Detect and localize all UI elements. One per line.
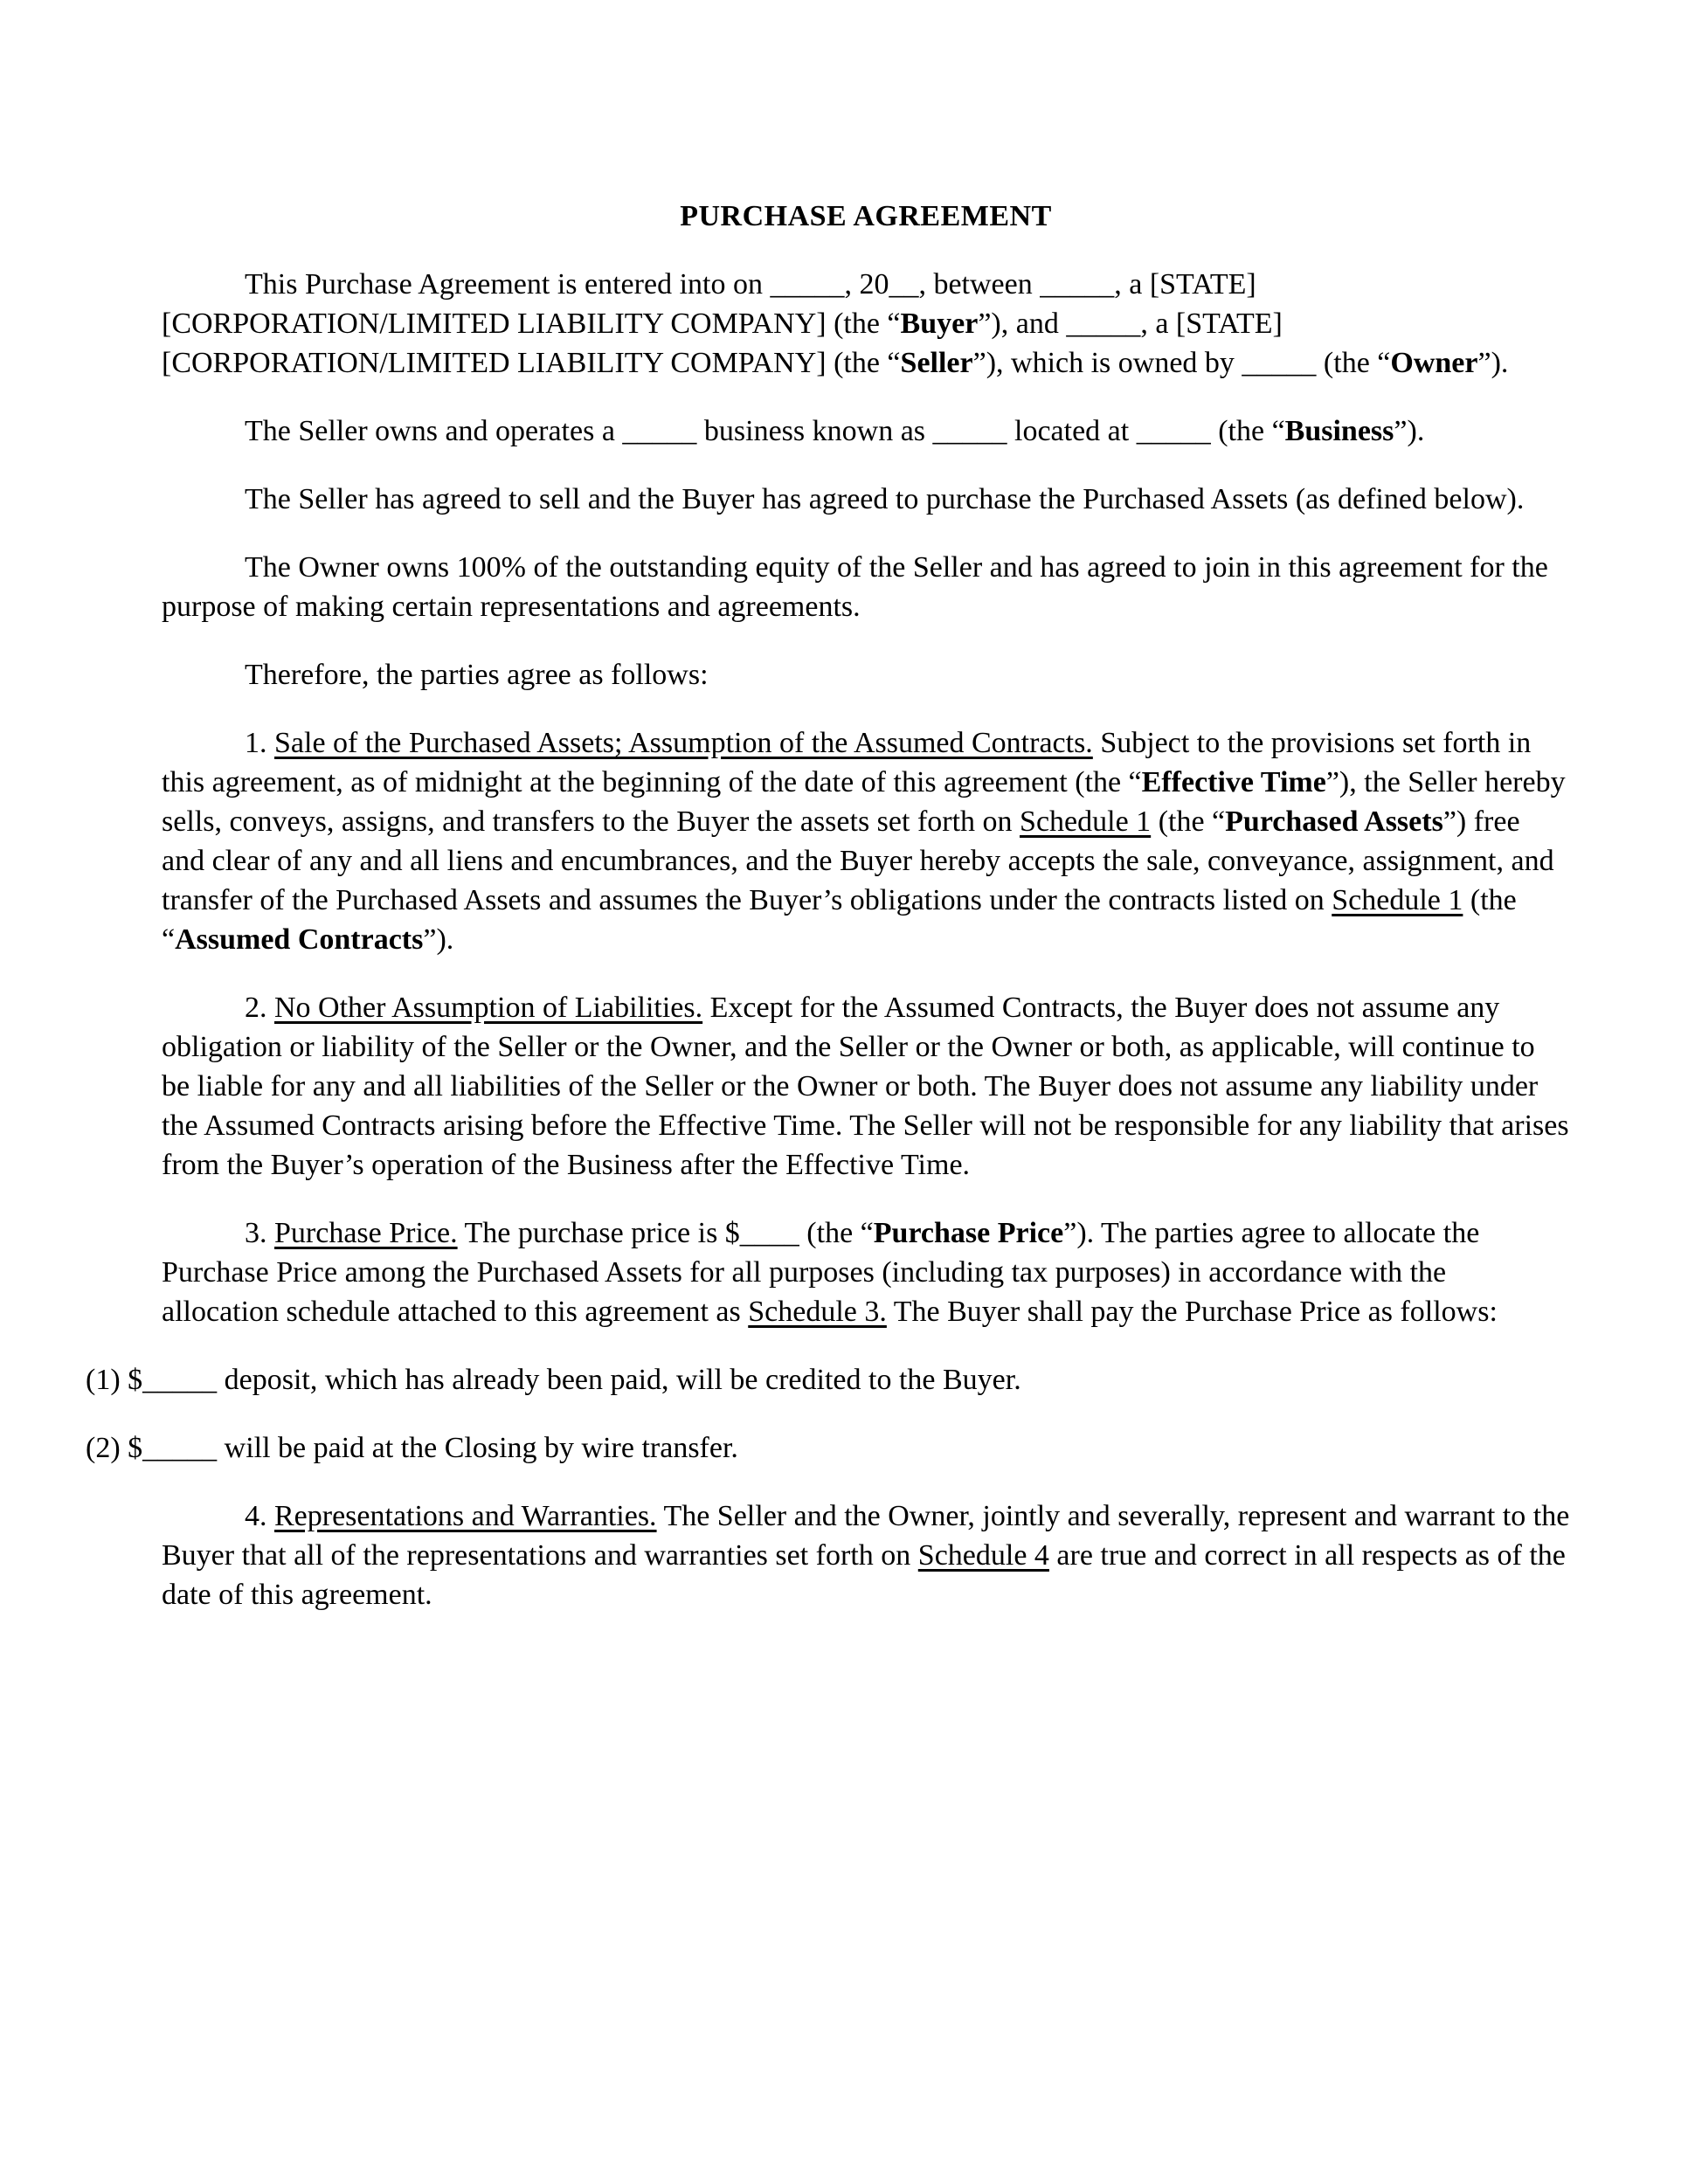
text-run: Except for the Assumed Contracts, the Buyer does not assume any obligation or liability of the Seller or the Owner, and the Seller or the Owner or both, as applicable, will continue to be liable for any and all liabilities of the Seller or the Owner or both. The Buyer does not assume any liability under the Assumed Contracts arising before the Effective Time. The Seller will not be responsible for any liability that arises from the Buyer’s operation of the Business after the Effective Time. bbox=[162, 992, 1577, 1181]
text-run: ”), and _____, a [STATE] [CORPORATION/LIMITED LIABILITY COMPANY] (the “ bbox=[162, 308, 1290, 379]
text-run: (the “ bbox=[162, 884, 1525, 956]
text-run: Subject to the provisions set forth in this agreement, as of midnight at the beginning of the date of this agreement (the “ bbox=[162, 727, 1539, 798]
text-run: (1) $_____ deposit, which has already been paid, will be credited to the Buyer. bbox=[86, 1364, 1021, 1396]
text-run: The Seller has agreed to sell and the Buyer has agreed to purchase the Purchased Assets (as defined below). bbox=[245, 483, 1525, 515]
paragraph-section-3-purchase-price bbox=[162, 1213, 1570, 1331]
text-run: ”), the Seller hereby sells, conveys, assigns, and transfers to the Buyer the assets set forth on bbox=[162, 766, 1574, 838]
text-run: are true and correct in all respects as of the date of this agreement. bbox=[162, 1539, 1574, 1611]
paragraph-owner-equity bbox=[162, 548, 1570, 626]
underlined-text-run: Schedule 1 bbox=[1020, 805, 1152, 838]
underlined-text-run: Purchase Price. bbox=[274, 1217, 458, 1249]
paragraph-section-1-sale-of-purchased-assets bbox=[162, 723, 1574, 959]
paragraph-intro bbox=[162, 265, 1570, 383]
text-run: The Buyer shall pay the Purchase Price as follows: bbox=[886, 1296, 1498, 1328]
text-run: Therefore, the parties agree as follows: bbox=[245, 659, 709, 691]
text-run: 4. bbox=[245, 1500, 274, 1532]
paragraph-agreement-to-sell bbox=[162, 480, 1570, 519]
underlined-text-run: Schedule 1 bbox=[1332, 884, 1463, 916]
bold-text-run: Assumed Contracts bbox=[175, 923, 424, 956]
text-run: ”), which is owned by _____ (the “ bbox=[972, 347, 1391, 379]
paragraph-therefore-clause bbox=[162, 655, 1570, 695]
bold-text-run: Business bbox=[1284, 415, 1394, 447]
text-run: 3. bbox=[245, 1217, 274, 1249]
text-run: The Seller and the Owner, jointly and severally, represent and warrant to the Buyer that all of the representations and warranties set forth on bbox=[162, 1500, 1577, 1572]
bold-text-run: Purchased Assets bbox=[1225, 805, 1443, 838]
text-run: This Purchase Agreement is entered into on _____, 20__, between _____, a [STATE] [CORPORATION/LIMITED LIABILITY COMPANY] (the “ bbox=[162, 268, 1264, 340]
text-run: ”). bbox=[1477, 347, 1509, 379]
text-run: The Seller owns and operates a _____ business known as _____ located at _____ (the “ bbox=[245, 415, 1285, 447]
underlined-text-run: Schedule 4 bbox=[917, 1539, 1049, 1572]
text-run: ”). bbox=[1394, 415, 1425, 447]
text-run: 1. bbox=[245, 727, 274, 759]
paragraph-section-2-no-other-assumption bbox=[162, 988, 1577, 1185]
text-run: (2) $_____ will be paid at the Closing by wire transfer. bbox=[86, 1432, 738, 1464]
bold-text-run: Effective Time bbox=[1141, 766, 1326, 798]
underlined-text-run: Schedule 3. bbox=[748, 1296, 887, 1328]
paragraph-payment-item-2-closing bbox=[86, 1428, 1570, 1468]
text-run: The Owner owns 100% of the outstanding equity of the Seller and has agreed to join in this agreement for the purpose of making certain representations and agreements. bbox=[162, 551, 1556, 623]
bold-text-run: Purchase Price bbox=[873, 1217, 1064, 1249]
underlined-text-run: Sale of the Purchased Assets; Assumption of the Assumed Contracts. bbox=[274, 727, 1093, 759]
underlined-text-run: No Other Assumption of Liabilities. bbox=[274, 992, 703, 1024]
text-run: 2. bbox=[245, 992, 274, 1024]
underlined-text-run: Representations and Warranties. bbox=[274, 1500, 657, 1532]
text-run: (the “ bbox=[1151, 805, 1226, 838]
text-run: ”). bbox=[423, 923, 454, 956]
bold-text-run: Owner bbox=[1390, 347, 1478, 379]
text-run: The purchase price is $____ (the “ bbox=[457, 1217, 874, 1249]
document-title: PURCHASE AGREEMENT bbox=[680, 200, 1052, 232]
bold-text-run: Seller bbox=[900, 347, 973, 379]
text-run: ”) free and clear of any and all liens and encumbrances, and the Buyer hereby accepts the sale, conveyance, assignment, and transfer of the Purchased Assets and assumes the Buyer’s obligations under the contracts listed on bbox=[162, 805, 1562, 916]
text-run: ”). The parties agree to allocate the Purchase Price among the Purchased Assets for all purposes (including tax purposes) in accordance with the allocation schedule attached to this agreement as bbox=[162, 1217, 1487, 1328]
document-body bbox=[86, 265, 1577, 1614]
bold-text-run: Buyer bbox=[900, 308, 979, 340]
paragraph-business-description bbox=[162, 411, 1570, 451]
paragraph-payment-item-1-deposit bbox=[86, 1360, 1570, 1400]
document-content bbox=[86, 197, 1577, 1643]
paragraph-section-4-representations-warranties bbox=[162, 1496, 1577, 1614]
